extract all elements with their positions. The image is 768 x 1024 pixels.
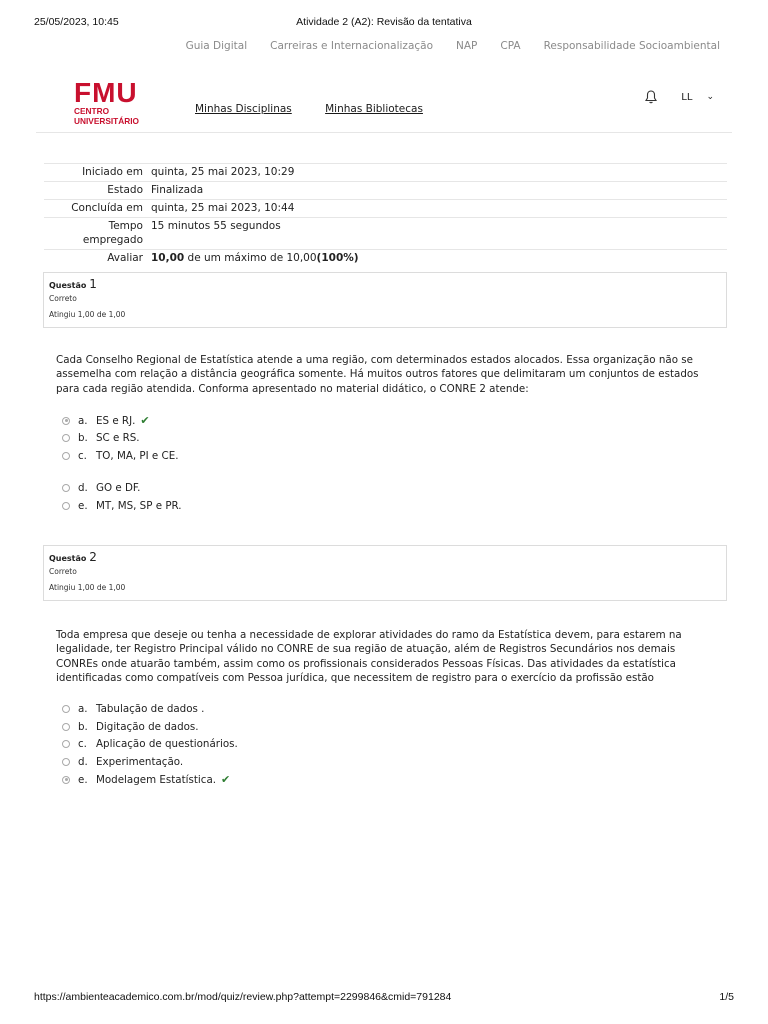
- print-url: https://ambienteacademico.com.br/mod/quiz/review.php?attempt=2299846&cmid=791284: [34, 991, 452, 1003]
- answer-text: Digitação de dados.: [96, 720, 199, 733]
- time-label-line1: Tempo: [108, 220, 143, 232]
- grade-percent: (100%): [316, 252, 359, 264]
- check-icon: ✔: [221, 773, 231, 786]
- answer-letter: d.: [78, 755, 88, 768]
- answer-letter: c.: [78, 450, 87, 462]
- answer-letter: c.: [78, 738, 87, 750]
- attempt-summary: [44, 163, 727, 267]
- answer-letter: b.: [78, 432, 88, 444]
- summary-row-time: [44, 218, 727, 250]
- question-number: [49, 550, 97, 564]
- answer-letter: a.: [78, 414, 88, 427]
- question-1-info: [43, 272, 727, 328]
- answer-text: Modelagem Estatística.: [96, 773, 217, 786]
- completed-value: quinta, 25 mai 2023, 10:44: [147, 200, 727, 218]
- radio-icon[interactable]: [62, 434, 70, 442]
- topnav-nap[interactable]: NAP: [456, 40, 478, 52]
- answer-option[interactable]: [62, 756, 183, 768]
- answer-letter: e.: [78, 500, 88, 512]
- fmu-logo[interactable]: [74, 77, 166, 126]
- answer-option[interactable]: [62, 450, 179, 462]
- grade-label: Avaliar: [44, 250, 147, 268]
- nav-minhas-bibliotecas[interactable]: Minhas Bibliotecas: [325, 103, 423, 115]
- summary-row-grade: [44, 250, 727, 268]
- question-number: [49, 277, 97, 291]
- grade-value: [147, 250, 727, 268]
- top-navigation: [163, 40, 720, 56]
- radio-icon[interactable]: [62, 723, 70, 731]
- question-1-text: Cada Conselho Regional de Estatística atende a uma região, com determinados estados alocados. Essa organização não se assemelha com relação a distância geográfica somente. Há muitos outros fatores que delimitaram um conjuntos de estados para cada região atendida. Conforma apresentado no material didático, o CONRE 2 atende:: [56, 354, 699, 395]
- answer-text: Tabulação de dados .: [96, 703, 205, 715]
- radio-selected-icon[interactable]: [62, 776, 70, 784]
- summary-row-started: [44, 164, 727, 182]
- radio-icon[interactable]: [62, 502, 70, 510]
- answer-option[interactable]: [62, 414, 150, 427]
- started-label: Iniciado em: [44, 164, 147, 182]
- question-number-value: 1: [89, 277, 97, 291]
- state-value: Finalizada: [147, 182, 727, 200]
- answer-letter: b.: [78, 720, 88, 733]
- topnav-carreiras[interactable]: Carreiras e Internacionalização: [270, 40, 434, 52]
- radio-selected-icon[interactable]: [62, 417, 70, 425]
- topnav-cpa[interactable]: CPA: [500, 40, 521, 52]
- question-state: Correto: [49, 567, 77, 576]
- print-header: [34, 16, 734, 30]
- state-label: Estado: [44, 182, 147, 200]
- radio-icon[interactable]: [62, 452, 70, 460]
- grade-score: 10,00: [151, 252, 185, 264]
- print-date: 25/05/2023, 10:45: [34, 16, 119, 28]
- question-state: Correto: [49, 294, 77, 303]
- completed-label: Concluída em: [44, 200, 147, 218]
- answer-option[interactable]: [62, 432, 140, 444]
- radio-icon[interactable]: [62, 740, 70, 748]
- user-initials[interactable]: LL: [681, 91, 693, 103]
- print-page-number: 1/5: [719, 991, 734, 1003]
- topnav-responsabilidade[interactable]: Responsabilidade Socioambiental: [543, 40, 720, 52]
- summary-row-completed: [44, 200, 727, 218]
- logo-subtitle: CENTRO UNIVERSITÁRIO: [74, 106, 139, 126]
- logo-name: FMU: [74, 77, 138, 108]
- question-number-value: 2: [89, 550, 97, 564]
- topnav-guia-digital[interactable]: Guia Digital: [185, 40, 248, 52]
- grade-max: de um máximo de 10,00: [184, 252, 317, 264]
- time-value: 15 minutos 55 segundos: [147, 218, 727, 250]
- answer-text: TO, MA, PI e CE.: [96, 450, 179, 462]
- answer-text: GO e DF.: [96, 482, 141, 494]
- bell-icon[interactable]: [643, 89, 659, 105]
- nav-minhas-disciplinas[interactable]: Minhas Disciplinas: [195, 103, 292, 115]
- site-header: [36, 70, 732, 133]
- answer-text: Experimentação.: [96, 755, 184, 768]
- answer-letter: e.: [78, 773, 88, 786]
- question-grade: Atingiu 1,00 de 1,00: [49, 310, 126, 319]
- radio-icon[interactable]: [62, 705, 70, 713]
- chevron-down-icon[interactable]: ⌄: [706, 92, 714, 102]
- print-title: Atividade 2 (A2): Revisão da tentativa: [296, 16, 472, 28]
- answer-text: Aplicação de questionários.: [96, 738, 238, 750]
- answer-text: SC e RS.: [96, 432, 140, 444]
- radio-icon[interactable]: [62, 758, 70, 766]
- radio-icon[interactable]: [62, 484, 70, 492]
- answer-option[interactable]: [62, 500, 182, 512]
- answer-letter: d.: [78, 482, 88, 494]
- question-2-info: [43, 545, 727, 601]
- answer-text: ES e RJ.: [96, 414, 136, 427]
- answer-option[interactable]: [62, 703, 204, 715]
- started-value: quinta, 25 mai 2023, 10:29: [147, 164, 727, 182]
- answer-letter: a.: [78, 703, 88, 715]
- print-footer: [34, 991, 734, 1005]
- answer-option[interactable]: [62, 738, 238, 750]
- question-label: Questão: [49, 281, 87, 290]
- main-navigation: [195, 103, 453, 115]
- answer-text: MT, MS, SP e PR.: [96, 500, 182, 512]
- summary-row-state: [44, 182, 727, 200]
- answer-option[interactable]: [62, 773, 230, 786]
- check-icon: ✔: [140, 414, 150, 427]
- question-label: Questão: [49, 554, 87, 563]
- question-2-text: Toda empresa que deseje ou tenha a necessidade de explorar atividades do ramo da Estatística devem, para estarem na legalidade, ter Registro Principal válido no CONRE de sua região de atuação, além de Registros Secundários nos demais CONREs onde atuarão também, assim como os profissionais considerados Pessoas Físicas. Das atividades da estatística identificadas como compatíveis com Pessoa jurídica, que necessitem de registro para o exercício da profissão estão: [56, 629, 682, 684]
- user-menu: [643, 89, 714, 105]
- answer-option[interactable]: [62, 482, 140, 494]
- question-grade: Atingiu 1,00 de 1,00: [49, 583, 126, 592]
- answer-option[interactable]: [62, 721, 199, 733]
- time-label-line2: empregado: [82, 234, 143, 246]
- time-label: [44, 218, 147, 250]
